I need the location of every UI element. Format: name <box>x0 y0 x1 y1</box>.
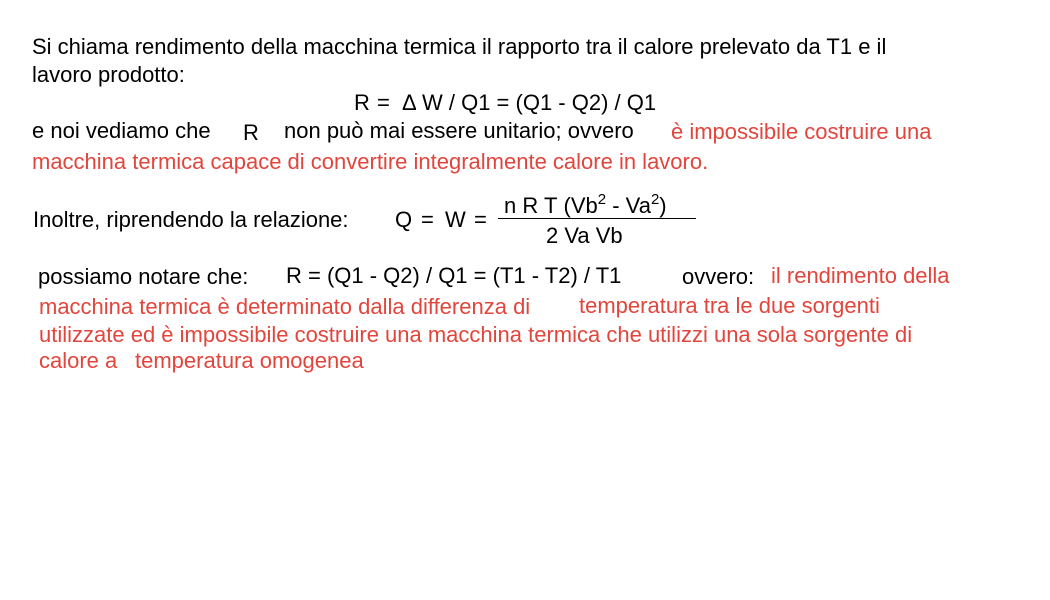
numerator-exp-2: 2 <box>650 191 660 208</box>
para4-red-line-4a: calore a <box>39 348 118 373</box>
para3-w: W <box>445 207 466 232</box>
para2-r-symbol: R <box>243 120 259 145</box>
para3-equals-2: = <box>474 207 487 232</box>
intro-line-2: lavoro prodotto: <box>32 62 185 87</box>
formula-equals: = <box>377 90 390 115</box>
para3-lead: Inoltre, riprendendo la relazione: <box>33 207 349 232</box>
para4-red-line-4b: temperatura omogenea <box>135 348 364 373</box>
para2-lead: e noi vediamo che <box>32 118 211 143</box>
fraction-bar <box>498 218 696 219</box>
formula-efficiency: W / Q1 = (Q1 - Q2) / Q1 <box>422 90 657 115</box>
para2-mid: non può mai essere unitario; ovvero <box>284 118 634 143</box>
para4-red-line-3: utilizzate ed è impossibile costruire una macchina termica che utilizzi una sola sorgente di <box>39 322 913 347</box>
numerator-exp-1: 2 <box>597 191 607 208</box>
numerator-vb: (Vb <box>563 193 598 218</box>
para2-red-line-2: macchina termica capace di convertire integralmente calore in lavoro. <box>32 149 709 174</box>
para2-red-line-1: è impossibile costruire una <box>671 119 932 144</box>
formula-r: R <box>354 90 370 115</box>
para4-lead: possiamo notare che: <box>38 264 249 289</box>
delta-symbol: Δ <box>402 90 417 115</box>
para4-red-line-2a: macchina termica è determinato dalla differenza di <box>39 294 531 319</box>
para3-q: Q <box>395 207 413 232</box>
para3-equals-1: = <box>421 207 434 232</box>
intro-line-1: Si chiama rendimento della macchina termica il rapporto tra il calore prelevato da T1 e il <box>32 34 887 59</box>
para4-formula: R = (Q1 - Q2) / Q1 = (T1 - T2) / T1 <box>286 263 622 288</box>
numerator-nrt: n R T <box>504 193 558 218</box>
numerator-close: ) <box>659 193 667 218</box>
fraction-numerator <box>504 191 667 218</box>
numerator-va: - Va <box>612 193 651 218</box>
para4-red-line-2b: temperatura tra le due sorgenti <box>579 293 880 318</box>
para4-ovvero: ovvero: <box>682 264 755 289</box>
para4-red-line-1: il rendimento della <box>771 263 950 288</box>
fraction-denominator: 2 Va Vb <box>546 223 623 248</box>
